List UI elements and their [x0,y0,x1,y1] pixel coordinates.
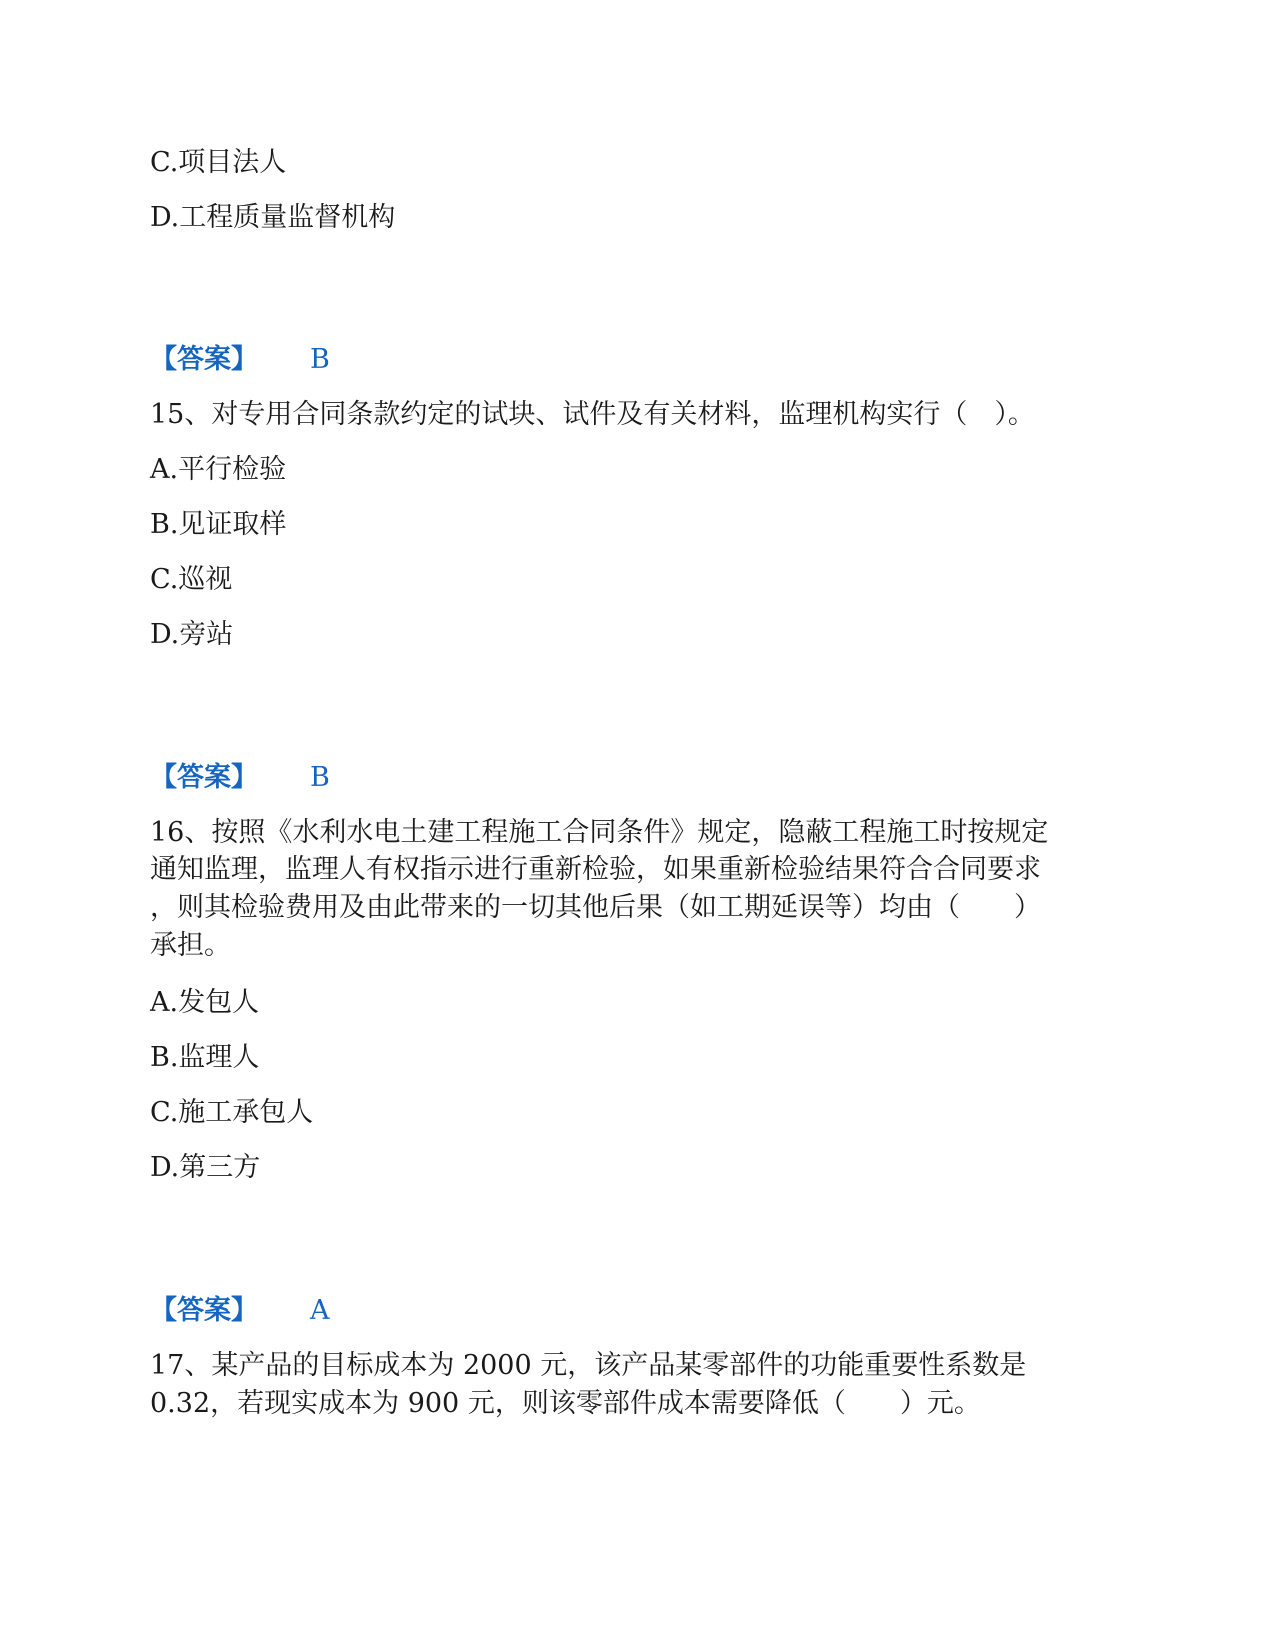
q17-question-line-2: 0.32，若现实成本为 900 元，则该零部件成本需要降低（ ）元。 [150,1388,981,1419]
q16-option-b: B.监理人 [150,1042,260,1073]
answer-label: 【答案】 [150,344,258,375]
q15-answer [150,758,330,798]
q16-question-line-4: 承担。 [150,930,231,961]
q16-question-line-1: 16、按照《水利水电土建工程施工合同条件》规定，隐蔽工程施工时按规定 [150,817,1049,848]
q16-option-d: D.第三方 [150,1152,261,1183]
q15-option-c: C.巡视 [150,564,233,595]
q16-question-line-2: 通知监理，监理人有权指示进行重新检验，如果重新检验结果符合合同要求 [150,854,1041,885]
q15-question: 15、对专用合同条款约定的试块、试件及有关材料，监理机构实行（ ）。 [150,399,1035,430]
answer-value: A [310,1295,330,1326]
answer-label: 【答案】 [150,762,258,793]
q16-option-a: A.发包人 [150,987,260,1018]
q17-question-line-1: 17、某产品的目标成本为 2000 元，该产品某零部件的功能重要性系数是 [150,1350,1027,1381]
q16-option-c: C.施工承包人 [150,1097,314,1128]
answer-value: B [310,762,330,793]
q16-answer [150,1291,330,1331]
q15-option-d: D.旁站 [150,619,234,650]
answer-label: 【答案】 [150,1295,258,1326]
q14-option-c: C.项目法人 [150,147,287,178]
q15-option-a: A.平行检验 [150,454,287,485]
answer-value: B [310,344,330,375]
q15-option-b: B.见证取样 [150,509,287,540]
q16-question-line-3: ，则其检验费用及由此带来的一切其他后果（如工期延误等）均由（ ） [150,892,1041,923]
q14-answer [150,340,330,380]
q14-option-d: D.工程质量监督机构 [150,202,396,233]
